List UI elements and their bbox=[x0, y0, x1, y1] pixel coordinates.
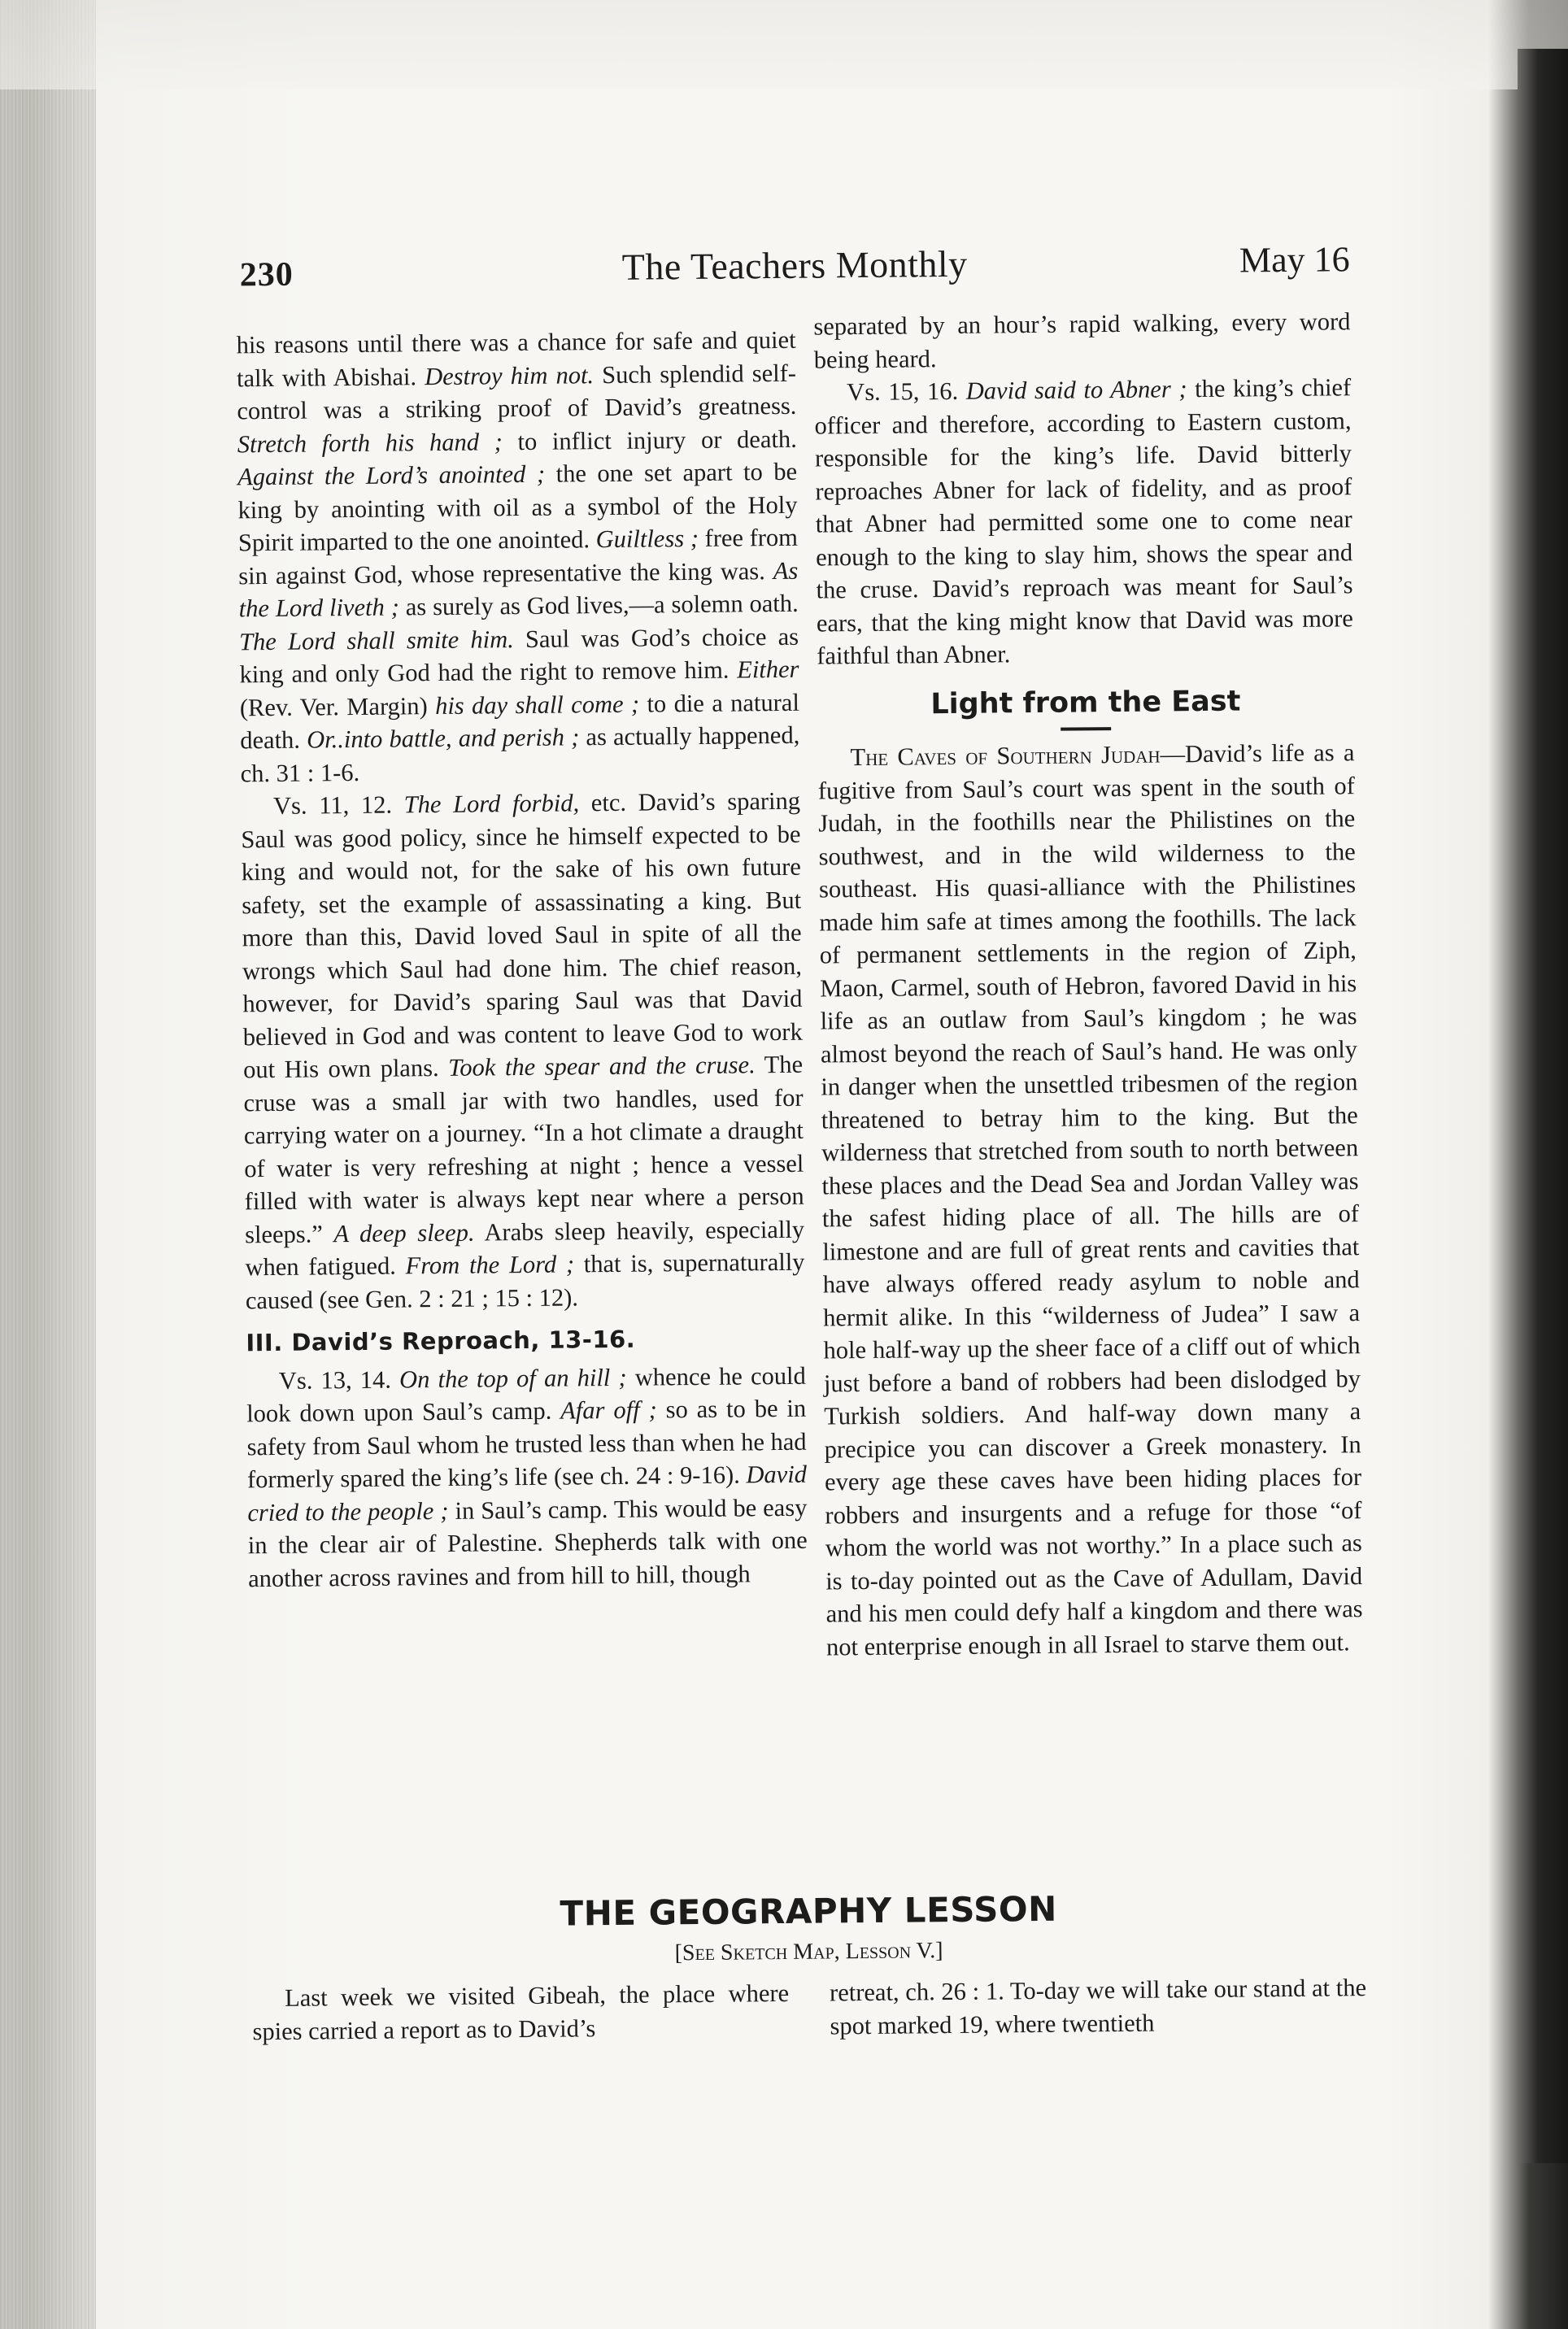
italic-term: Took the spear and the cruse. bbox=[447, 1051, 756, 1082]
right-column bbox=[813, 305, 1363, 1663]
text-run: Vs. 11, 12. bbox=[272, 790, 404, 820]
text-run: in Saul’s camp. This would be easy in the clear air of Palestine. Shepherds talk with one another across ravines and from hill to hill, though bbox=[247, 1493, 808, 1592]
italic-term: Either bbox=[737, 655, 799, 684]
italic-term: As the Lord liveth ; bbox=[238, 556, 799, 623]
geography-lesson-section bbox=[251, 1886, 1367, 2063]
italic-term: Or..into battle, and perish ; bbox=[306, 723, 580, 754]
text-run: Such splendid self-control was a striking proof of David’s greatness. bbox=[237, 359, 797, 425]
text-run: as surely as God lives,—a solemn oath. bbox=[399, 589, 799, 621]
text-run: whence he could look down upon Saul’s camp. bbox=[246, 1361, 806, 1428]
left-column bbox=[236, 324, 808, 1595]
italic-term: Stretch forth his hand ; bbox=[237, 427, 503, 458]
text-run: free from sin against God, whose representative the king was. bbox=[238, 523, 799, 590]
geography-right-text: retreat, ch. 26 : 1. To-day we will take our stand at the spot marked 19, where twentieth bbox=[829, 1974, 1367, 2040]
italic-term: Destroy him not. bbox=[424, 360, 595, 390]
right-paragraph-3 bbox=[817, 736, 1363, 1663]
italic-term: A deep sleep. bbox=[333, 1218, 475, 1247]
text-run: Vs. 15, 16. bbox=[847, 377, 966, 407]
geography-left-column bbox=[252, 1977, 790, 2048]
heading-rule bbox=[1061, 727, 1111, 731]
italic-term: Guiltless ; bbox=[595, 524, 699, 554]
italic-term: On the top of an hill ; bbox=[399, 1363, 627, 1394]
text-run: Arabs sleep heavily, especially when fatigued. bbox=[245, 1215, 805, 1282]
text-run: the one set apart to be king by anointing with oil as a symbol of the Holy Spirit imparted to the one anointed. bbox=[237, 457, 798, 557]
text-run: as actually happened, ch. 31 : 1-6. bbox=[240, 720, 800, 787]
geography-right-column bbox=[830, 1971, 1367, 2042]
text-run: to inflict injury or death. bbox=[502, 424, 797, 455]
running-title: The Teachers Monthly bbox=[621, 242, 968, 288]
italic-term: Against the Lord’s anointed ; bbox=[237, 459, 546, 491]
italic-term: David said to Abner ; bbox=[965, 375, 1187, 405]
geography-lesson-subtitle: [See Sketch Map, Lesson V.] bbox=[674, 1938, 943, 1966]
left-paragraph-3 bbox=[246, 1359, 808, 1595]
small-caps-lead: The Caves of Southern Judah bbox=[850, 740, 1161, 772]
section-heading-david-reproach: III. David’s Reproach, 13-16. bbox=[246, 1325, 636, 1357]
italic-term: his day shall come ; bbox=[434, 690, 640, 720]
text-run: his reasons until there was a chance for safe and quiet talk with Abishai. bbox=[236, 325, 796, 392]
light-from-the-east-title: Light from the East bbox=[930, 685, 1241, 720]
text-run: the king’s chief officer and therefore, according to Eastern custom, responsible for the king’s life. David bitterly reproaches Abner for lack of fidelity, and as proof that Abner had permitted some one to come near enough to the king to slay him, shows the spear and the cruse. David’s reproach was meant for Saul’s ears, that the king might know that David was more faithful than Abner. bbox=[814, 373, 1354, 670]
text-run: separated by an hour’s rapid walking, every word being heard. bbox=[813, 307, 1351, 374]
page-number: 230 bbox=[239, 255, 294, 294]
text-run: (Rev. Ver. Margin) bbox=[239, 691, 436, 721]
italic-term: The Lord shall smite him. bbox=[238, 625, 514, 655]
italic-term: The Lord forbid, bbox=[403, 789, 580, 819]
text-run: to die a natural death. bbox=[240, 688, 800, 755]
issue-date: May 16 bbox=[1239, 239, 1350, 281]
left-paragraph-1 bbox=[236, 324, 799, 790]
italic-term: From the Lord ; bbox=[405, 1250, 575, 1280]
text-run: so as to be in safety from Saul whom he trusted less than when he had formerly spared the king’s life (see ch. 24 : 9-16). bbox=[246, 1394, 807, 1494]
text-run: etc. David’s sparing Saul was good policy, since he himself expected to be king and would not, for the sake of his own future safety, set the example of assassinating a king. But more than this, David loved Saul in spite of all the wrongs which Saul had done him. The chief reason, however, for David’s sparing Saul was that David believed in God and was content to leave God to work out His own plans. bbox=[241, 786, 803, 1084]
italic-term: David cried to the people ; bbox=[247, 1460, 808, 1526]
right-paragraph-1 bbox=[813, 305, 1351, 376]
right-paragraph-2 bbox=[814, 371, 1353, 673]
geography-left-text: Last week we visited Gibeah, the place where spies carried a report as to David’s bbox=[252, 1979, 790, 2045]
text-run: that is, supernaturally caused (see Gen. 2 : 21 ; 15 : 12). bbox=[245, 1247, 805, 1314]
italic-term: Afar off ; bbox=[560, 1395, 657, 1425]
light-from-the-east-heading bbox=[817, 684, 1354, 734]
page-header bbox=[239, 238, 1350, 298]
geography-lesson-title: THE GEOGRAPHY LESSON bbox=[560, 1888, 1057, 1934]
text-run: The cruse was a small jar with two handles, used for carrying water on a journey. “In a hot climate a draught of water is very refreshing at night ; hence a vessel filled with water is always kept near where a person sleeps.” bbox=[243, 1050, 804, 1248]
left-paragraph-2 bbox=[241, 785, 805, 1317]
text-run: —David’s life as a fugitive from Saul’s court was spent in the south of Judah, in the foothills near the Philistines on the southwest, and in the wild wilderness to the southeast. His quasi-alliance with the Philistines made him safe at times among the foothills. The lack of permanent settlements in the region of Ziph, Maon, Carmel, south of Hebron, favored David in his life as an outlaw from Saul’s kingdom ; he was almost beyond the reach of Saul’s hand. He was only in danger when the unsettled tribesmen of the region threatened to betray him to the king. But the wilderness that stretched from south to north between these places and the Dead Sea and Jordan Valley was the safest hiding place of all. The hills are of limestone and are full of great rents and cavities that have always offered ready asylum to noble and hermit alike. In this “wilderness of Judea” I saw a hole half-way up the sheer face of a cliff out of which just before a band of robbers had been dislodged by Turkish soldiers. And half-way down many a precipice you can discover a Greek monastery. In every age these caves have been hiding places for robbers and insurgents and a refuge for those “of whom the world was not worthy.” In a place such as is to-day pointed out as the Cave of Adullam, David and his men could defy half a kingdom and there was not enterprise enough in all Israel to starve them out. bbox=[817, 738, 1363, 1661]
text-run: Saul was God’s choice as king and only God had the right to remove him. bbox=[239, 622, 799, 689]
geography-columns bbox=[252, 1971, 1367, 2063]
text-run: Vs. 13, 14. bbox=[278, 1365, 400, 1395]
